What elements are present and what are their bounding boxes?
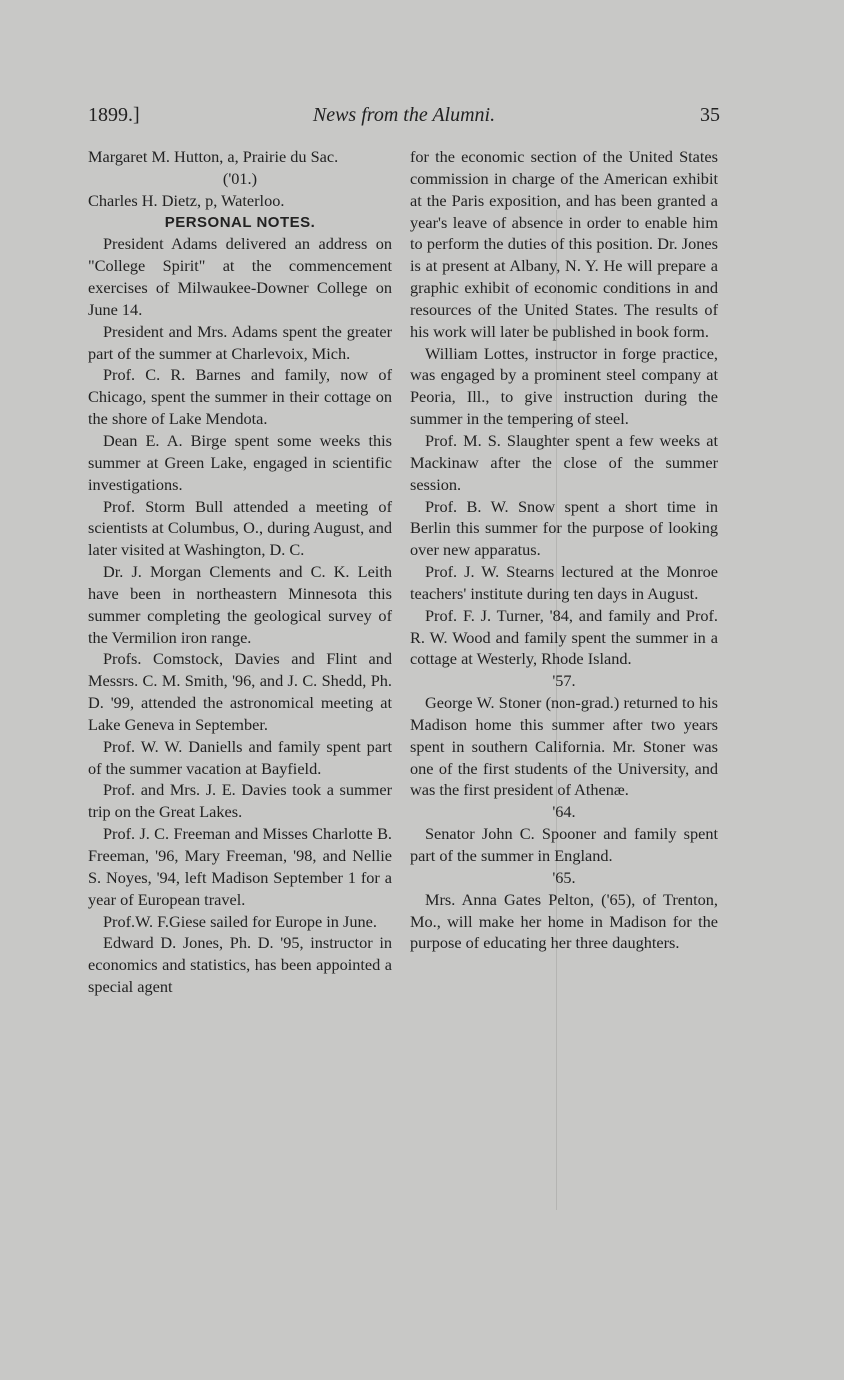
paragraph: Dean E. A. Birge spent some weeks this summer at Green Lake, engaged in scientific investigations. <box>88 430 392 494</box>
list-entry: Margaret M. Hutton, a, Prairie du Sac. <box>88 147 339 166</box>
running-header <box>88 104 720 134</box>
paragraph: Prof. W. W. Daniells and family spent part of the summer vacation at Bayfield. <box>88 736 392 778</box>
paragraph: for the economic section of the United States commission in charge of the American exhibit at the Paris exposition, and has been granted a year's leave of absence in order to enable him to perform the duties of this position. Dr. Jones is at present at Albany, N. Y. He will prepare a graphic exhibit of economic conditions in and resources of the United States. The results of his work will later be published in book form. <box>410 147 718 341</box>
header-year: 1899.] <box>88 104 140 126</box>
paragraph: Prof. J. W. Stearns lectured at the Monroe teachers' institute during ten days in August. <box>410 562 718 603</box>
paragraph: Prof. J. C. Freeman and Misses Charlotte B. Freeman, '96, Mary Freeman, '98, and Nellie S. Noyes, '94, left Madison September 1 for a year of European travel. <box>88 824 392 909</box>
left-column <box>88 146 392 998</box>
class-year-label: '64. <box>552 802 576 822</box>
paragraph: Profs. Comstock, Davies and Flint and Messrs. C. M. Smith, '96, and J. C. Shedd, Ph. D. '99, attended the astronomical meeting at Lake Geneva in September. <box>88 649 392 734</box>
paragraph: Charles H. Dietz, p, Waterloo. <box>88 190 285 210</box>
paragraph: Prof. C. R. Barnes and family, now of Chicago, spent the summer in their cottage on the shore of Lake Mendota. <box>88 365 392 429</box>
class-year-label: '65. <box>552 867 576 887</box>
paragraph: Prof.W. F.Giese sailed for Europe in June. <box>103 911 377 931</box>
paragraph: President Adams delivered an address on "College Spirit" at the commencement exercises of Milwaukee-Downer College on June 14. <box>88 234 392 319</box>
paragraph: Prof. M. S. Slaughter spent a few weeks at Mackinaw after the close of the summer session. <box>410 430 718 494</box>
class-year-label: ('01.) <box>222 168 258 188</box>
paragraph: George W. Stoner (non-grad.) returned to his Madison home this summer after two years spent in southern California. Mr. Stoner was one of the first students of the University, and was the first president of Athenæ. <box>410 693 718 800</box>
class-year-label: '57. <box>552 671 576 691</box>
section-heading: PERSONAL NOTES. <box>164 213 316 231</box>
paragraph: Edward D. Jones, Ph. D. '95, instructor in economics and statistics, has been appointed a special agent <box>88 933 392 997</box>
paragraph: Dr. J. Morgan Clements and C. K. Leith have been in northeastern Minnesota this summer completing the geological survey of the Vermilion iron range. <box>88 562 392 647</box>
paragraph: Senator John C. Spooner and family spent part of the summer in England. <box>410 824 718 865</box>
paragraph: Mrs. Anna Gates Pelton, ('65), of Trenton, Mo., will make her home in Madison for the purpose of educating her three daughters. <box>410 889 718 953</box>
paragraph: Prof. and Mrs. J. E. Davies took a summer trip on the Great Lakes. <box>88 780 392 822</box>
header-title: News from the Alumni. <box>312 104 496 126</box>
page-number: 35 <box>700 104 720 126</box>
paragraph: Prof. F. J. Turner, '84, and family and Prof. R. W. Wood and family spent the summer in a cottage at Westerly, Rhode Island. <box>410 605 718 669</box>
paragraph: Prof. B. W. Snow spent a short time in Berlin this summer for the purpose of looking over new apparatus. <box>410 496 718 560</box>
paragraph: William Lottes, instructor in forge practice, was engaged by a prominent steel company at Peoria, Ill., to give instruction during the summer in the tempering of steel. <box>410 343 718 429</box>
paragraph: President and Mrs. Adams spent the greater part of the summer at Charlevoix, Mich. <box>88 321 392 363</box>
paragraph: Prof. Storm Bull attended a meeting of scientists at Columbus, O., during August, and later visited at Washington, D. C. <box>88 496 392 560</box>
right-column <box>410 146 718 954</box>
